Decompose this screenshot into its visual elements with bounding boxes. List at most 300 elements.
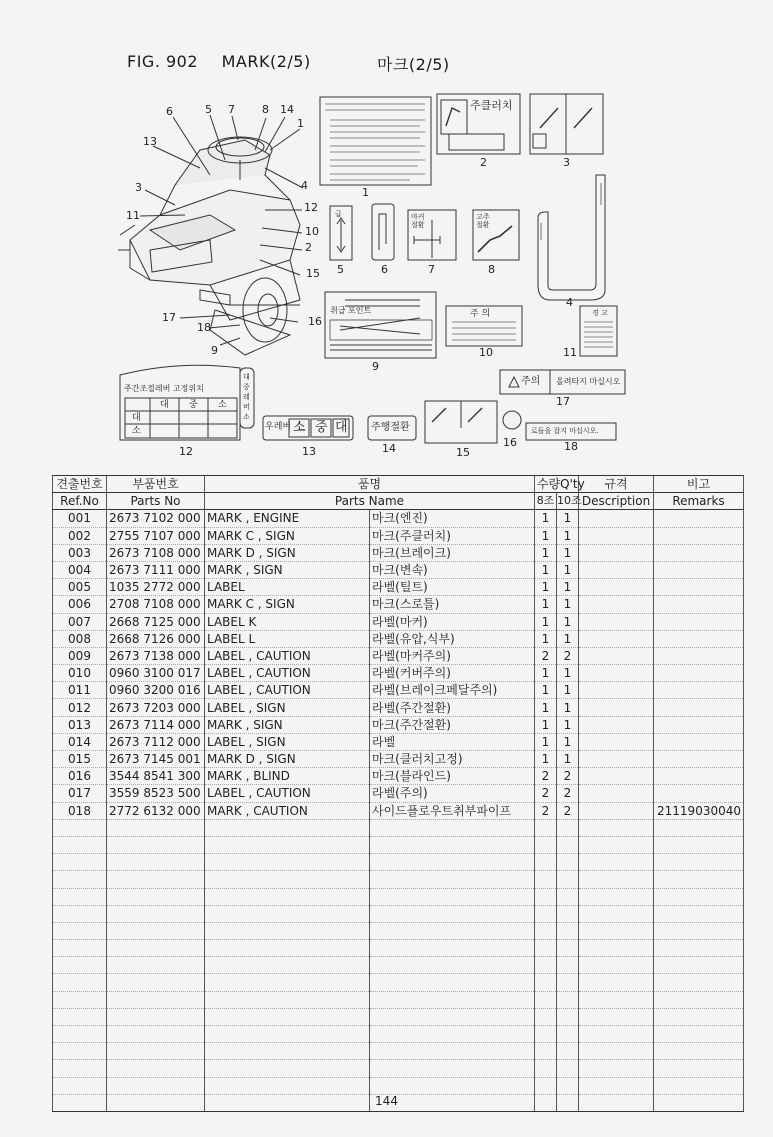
- cell-q10: 1: [557, 630, 579, 647]
- callout-machine-8: 8: [262, 103, 269, 116]
- header-ref-ko: 견출번호: [53, 476, 107, 493]
- cell-desc: [579, 751, 654, 768]
- cell-q10: 2: [557, 785, 579, 802]
- cell-q10: 2: [557, 647, 579, 664]
- callout-label-15: 15: [456, 446, 470, 459]
- cell-empty: [53, 991, 107, 1008]
- table-row-empty: [53, 991, 744, 1008]
- cell-name-en: MARK , BLIND: [205, 768, 370, 785]
- cell-name-ko: 라벨(주간절환): [370, 699, 535, 716]
- cell-empty: [370, 940, 535, 957]
- header-q10: 10조: [557, 493, 579, 510]
- cell-empty: [579, 940, 654, 957]
- cell-empty: [370, 1008, 535, 1025]
- cell-name-en: LABEL , SIGN: [205, 699, 370, 716]
- cell-empty: [535, 940, 557, 957]
- cell-ref: 013: [53, 716, 107, 733]
- callout-label-18: 18: [564, 440, 578, 453]
- cell-empty: [370, 974, 535, 991]
- label-13-large: 대: [335, 420, 348, 435]
- table-row: [53, 682, 744, 699]
- cell-part: 2755 7107 000: [107, 527, 205, 544]
- table-row-empty: [53, 1026, 744, 1043]
- cell-ref: 017: [53, 785, 107, 802]
- header-name-ko: 품명: [205, 476, 535, 493]
- cell-q8: 2: [535, 785, 557, 802]
- label-17-body: 올려타지 마십시오: [556, 377, 621, 386]
- cell-name-ko: 라벨(커버주의): [370, 665, 535, 682]
- cell-empty: [205, 854, 370, 871]
- cell-q8: 2: [535, 802, 557, 819]
- cell-empty: [535, 819, 557, 836]
- table-row-empty: [53, 888, 744, 905]
- header-desc-en: Description: [579, 493, 654, 510]
- cell-name-ko: 마크(블라인드): [370, 768, 535, 785]
- cell-ref: 018: [53, 802, 107, 819]
- cell-empty: [535, 888, 557, 905]
- header-q8: 8조: [535, 493, 557, 510]
- label-17-head: 주의: [521, 376, 541, 387]
- cell-empty: [579, 1043, 654, 1060]
- cell-empty: [107, 974, 205, 991]
- cell-empty: [579, 957, 654, 974]
- cell-empty: [205, 1026, 370, 1043]
- cell-desc: [579, 802, 654, 819]
- cell-q8: 1: [535, 733, 557, 750]
- callout-label-2: 2: [480, 156, 487, 169]
- cell-empty: [107, 1077, 205, 1094]
- cell-rem: [654, 785, 744, 802]
- cell-empty: [654, 974, 744, 991]
- cell-empty: [53, 836, 107, 853]
- cell-rem: [654, 630, 744, 647]
- cell-empty: [535, 1026, 557, 1043]
- cell-empty: [557, 836, 579, 853]
- cell-q8: 1: [535, 665, 557, 682]
- cell-empty: [654, 819, 744, 836]
- cell-ref: 012: [53, 699, 107, 716]
- cell-q10: 1: [557, 613, 579, 630]
- cell-q10: 1: [557, 665, 579, 682]
- cell-empty: [107, 991, 205, 1008]
- cell-name-en: MARK D , SIGN: [205, 544, 370, 561]
- cell-q10: 1: [557, 596, 579, 613]
- cell-desc: [579, 768, 654, 785]
- table-row-empty: [53, 957, 744, 974]
- table-row-empty: [53, 922, 744, 939]
- cell-part: 2673 7145 001: [107, 751, 205, 768]
- header-row-ko: [53, 476, 744, 493]
- callout-machine-2: 2: [305, 241, 312, 254]
- label-7-top: 마커 절환: [411, 213, 425, 229]
- cell-part: 3544 8541 300: [107, 768, 205, 785]
- header-part-ko: 부품번호: [107, 476, 205, 493]
- header-rem-ko: 비고: [654, 476, 744, 493]
- table-row-empty: [53, 1060, 744, 1077]
- cell-part: 2673 7114 000: [107, 716, 205, 733]
- cell-empty: [579, 836, 654, 853]
- callout-label-3: 3: [563, 156, 570, 169]
- cell-empty: [205, 1077, 370, 1094]
- table-row: [53, 751, 744, 768]
- cell-name-ko: 라벨(틸트): [370, 579, 535, 596]
- table-row: [53, 733, 744, 750]
- parts-table-body: [53, 510, 744, 1112]
- table-row: [53, 630, 744, 647]
- cell-empty: [205, 905, 370, 922]
- cell-empty: [535, 974, 557, 991]
- table-row: [53, 785, 744, 802]
- cell-ref: 007: [53, 613, 107, 630]
- table-row: [53, 510, 744, 527]
- cell-empty: [370, 905, 535, 922]
- cell-empty: [654, 871, 744, 888]
- cell-name-en: MARK , ENGINE: [205, 510, 370, 527]
- label-2-text: 주클러치: [470, 99, 513, 112]
- table-row: [53, 699, 744, 716]
- cell-part: 0960 3200 016: [107, 682, 205, 699]
- cell-ref: 002: [53, 527, 107, 544]
- cell-q8: 1: [535, 561, 557, 578]
- cell-empty: [107, 905, 205, 922]
- machine-illustration: [118, 115, 303, 355]
- cell-q8: 1: [535, 751, 557, 768]
- cell-empty: [579, 1026, 654, 1043]
- label-12-title: 주간조절레버 고정위치: [124, 384, 204, 393]
- cell-q8: 1: [535, 613, 557, 630]
- cell-desc: [579, 579, 654, 596]
- cell-part: 2708 7108 000: [107, 596, 205, 613]
- cell-ref: 003: [53, 544, 107, 561]
- cell-empty: [557, 991, 579, 1008]
- cell-desc: [579, 785, 654, 802]
- cell-empty: [370, 854, 535, 871]
- cell-empty: [205, 1008, 370, 1025]
- callout-machine-13: 13: [143, 135, 157, 148]
- cell-ref: 010: [53, 665, 107, 682]
- cell-ref: 008: [53, 630, 107, 647]
- callout-machine-14: 14: [280, 103, 294, 116]
- cell-rem: [654, 613, 744, 630]
- cell-name-ko: 라벨(유압,식부): [370, 630, 535, 647]
- cell-empty: [205, 1060, 370, 1077]
- label-10-head: 주 의: [470, 309, 491, 319]
- cell-name-ko: 라벨(마커): [370, 613, 535, 630]
- callout-label-14: 14: [382, 442, 396, 455]
- cell-empty: [53, 1077, 107, 1094]
- cell-empty: [205, 871, 370, 888]
- callout-machine-17: 17: [162, 311, 176, 324]
- table-row: [53, 802, 744, 819]
- cell-empty: [579, 1077, 654, 1094]
- parts-diagram: [0, 0, 773, 470]
- cell-rem: [654, 751, 744, 768]
- cell-empty: [654, 854, 744, 871]
- table-row-empty: [53, 974, 744, 991]
- cell-empty: [557, 1043, 579, 1060]
- label-12-side: 대 중 레 버 소: [243, 373, 250, 421]
- cell-empty: [579, 905, 654, 922]
- cell-empty: [53, 871, 107, 888]
- table-row-empty: [53, 836, 744, 853]
- cell-rem: [654, 561, 744, 578]
- cell-part: 0960 3100 017: [107, 665, 205, 682]
- cell-name-en: MARK C , SIGN: [205, 527, 370, 544]
- cell-empty: [53, 922, 107, 939]
- cell-name-ko: 마크(클러치고정): [370, 751, 535, 768]
- cell-name-en: LABEL , CAUTION: [205, 682, 370, 699]
- table-row: [53, 544, 744, 561]
- cell-desc: [579, 510, 654, 527]
- callout-label-10: 10: [479, 346, 493, 359]
- callout-machine-5: 5: [205, 103, 212, 116]
- cell-empty: [557, 1008, 579, 1025]
- callout-machine-15: 15: [306, 267, 320, 280]
- cell-rem: [654, 665, 744, 682]
- cell-empty: [557, 974, 579, 991]
- cell-ref: 015: [53, 751, 107, 768]
- cell-ref: 005: [53, 579, 107, 596]
- callout-label-9: 9: [372, 360, 379, 373]
- cell-empty: [557, 940, 579, 957]
- table-row-empty: [53, 819, 744, 836]
- cell-empty: [370, 819, 535, 836]
- callout-label-12: 12: [179, 445, 193, 458]
- cell-empty: [370, 1026, 535, 1043]
- label-5-top: 급: [335, 210, 342, 218]
- figure-number: FIG. 902: [127, 52, 199, 71]
- header-rem-en: Remarks: [654, 493, 744, 510]
- cell-q10: 2: [557, 802, 579, 819]
- cell-empty: [535, 922, 557, 939]
- cell-empty: [53, 1008, 107, 1025]
- cell-name-ko: 마크(주간절환): [370, 716, 535, 733]
- cell-empty: [205, 940, 370, 957]
- table-row-empty: [53, 854, 744, 871]
- cell-empty: [654, 991, 744, 1008]
- cell-rem: [654, 768, 744, 785]
- cell-part: 2673 7111 000: [107, 561, 205, 578]
- cell-desc: [579, 596, 654, 613]
- cell-empty: [579, 991, 654, 1008]
- cell-empty: [535, 871, 557, 888]
- cell-ref: 006: [53, 596, 107, 613]
- cell-rem: [654, 544, 744, 561]
- cell-empty: [370, 922, 535, 939]
- label-13-lever: 우레버: [265, 422, 292, 432]
- callout-machine-7: 7: [228, 103, 235, 116]
- callout-machine-11: 11: [126, 209, 140, 222]
- cell-name-en: MARK , SIGN: [205, 561, 370, 578]
- cell-empty: [579, 871, 654, 888]
- cell-empty: [205, 922, 370, 939]
- cell-name-ko: 라벨(마커주의): [370, 647, 535, 664]
- cell-empty: [107, 836, 205, 853]
- cell-empty: [654, 1043, 744, 1060]
- label-12-cell: 대: [132, 413, 141, 423]
- cell-empty: [107, 1060, 205, 1077]
- cell-name-en: MARK D , SIGN: [205, 751, 370, 768]
- cell-empty: [370, 871, 535, 888]
- table-row: [53, 579, 744, 596]
- table-row: [53, 665, 744, 682]
- cell-name-en: LABEL L: [205, 630, 370, 647]
- cell-ref: 014: [53, 733, 107, 750]
- cell-desc: [579, 527, 654, 544]
- cell-rem: [654, 682, 744, 699]
- cell-name-en: MARK , CAUTION: [205, 802, 370, 819]
- cell-empty: [535, 1060, 557, 1077]
- parts-table: [52, 475, 744, 1112]
- cell-empty: [654, 1026, 744, 1043]
- cell-empty: [53, 940, 107, 957]
- cell-empty: [205, 836, 370, 853]
- cell-empty: [370, 1043, 535, 1060]
- cell-empty: [107, 922, 205, 939]
- callout-machine-12: 12: [304, 201, 318, 214]
- cell-empty: [370, 1077, 535, 1094]
- figure-title-ko: 마크(2/5): [377, 55, 450, 74]
- cell-rem: [654, 579, 744, 596]
- callout-label-11: 11: [563, 346, 577, 359]
- cell-empty: [535, 991, 557, 1008]
- cell-rem: [654, 596, 744, 613]
- callout-machine-16: 16: [308, 315, 322, 328]
- cell-empty: [557, 854, 579, 871]
- cell-empty: [107, 1008, 205, 1025]
- cell-desc: [579, 699, 654, 716]
- cell-empty: [107, 940, 205, 957]
- cell-empty: [370, 1060, 535, 1077]
- cell-ref: 011: [53, 682, 107, 699]
- cell-name-ko: 라벨: [370, 733, 535, 750]
- cell-empty: [107, 1043, 205, 1060]
- cell-q10: 1: [557, 716, 579, 733]
- cell-ref: 001: [53, 510, 107, 527]
- cell-rem: [654, 527, 744, 544]
- cell-name-ko: 라벨(브레이크페달주의): [370, 682, 535, 699]
- table-row: [53, 716, 744, 733]
- cell-name-ko: 마크(변속): [370, 561, 535, 578]
- cell-q10: 2: [557, 768, 579, 785]
- cell-name-ko: 마크(스로틀): [370, 596, 535, 613]
- label-8-top: 고주 절환: [476, 213, 490, 229]
- cell-empty: [53, 819, 107, 836]
- cell-empty: [557, 957, 579, 974]
- cell-empty: [53, 888, 107, 905]
- cell-name-ko: 사이드플로우트취부파이프: [370, 802, 535, 819]
- table-row-empty: [53, 905, 744, 922]
- label-14-text: 주행절환: [371, 422, 410, 433]
- header-row-en: [53, 493, 744, 510]
- cell-ref: 004: [53, 561, 107, 578]
- cell-desc: [579, 647, 654, 664]
- cell-empty: [654, 940, 744, 957]
- cell-empty: [107, 1026, 205, 1043]
- cell-empty: [370, 991, 535, 1008]
- cell-desc: [579, 682, 654, 699]
- cell-name-ko: 라벨(주의): [370, 785, 535, 802]
- callout-label-16: 16: [503, 436, 517, 449]
- cell-empty: [654, 922, 744, 939]
- table-row-empty: [53, 1043, 744, 1060]
- cell-empty: [205, 991, 370, 1008]
- cell-name-en: LABEL , CAUTION: [205, 665, 370, 682]
- cell-part: 2668 7126 000: [107, 630, 205, 647]
- cell-empty: [557, 871, 579, 888]
- cell-empty: [535, 836, 557, 853]
- callout-machine-18: 18: [197, 321, 211, 334]
- cell-q8: 1: [535, 682, 557, 699]
- cell-empty: [535, 854, 557, 871]
- callout-label-17: 17: [556, 395, 570, 408]
- cell-part: 2673 7108 000: [107, 544, 205, 561]
- cell-empty: [205, 1043, 370, 1060]
- cell-part: 3559 8523 500: [107, 785, 205, 802]
- callout-label-6: 6: [381, 263, 388, 276]
- cell-q10: 1: [557, 699, 579, 716]
- cell-empty: [53, 1043, 107, 1060]
- cell-empty: [205, 974, 370, 991]
- table-row: [53, 527, 744, 544]
- cell-empty: [579, 854, 654, 871]
- callout-machine-10: 10: [305, 225, 319, 238]
- cell-q8: 2: [535, 768, 557, 785]
- label-12-cell: 대: [160, 400, 169, 410]
- cell-empty: [654, 905, 744, 922]
- label-18-text: 로들을 잡지 마십시오.: [531, 427, 599, 435]
- cell-q8: 1: [535, 510, 557, 527]
- cell-q8: 1: [535, 596, 557, 613]
- table-row: [53, 768, 744, 785]
- callout-machine-3: 3: [135, 181, 142, 194]
- cell-q8: 1: [535, 699, 557, 716]
- table-row: [53, 647, 744, 664]
- cell-name-ko: 마크(브레이크): [370, 544, 535, 561]
- callout-label-8: 8: [488, 263, 495, 276]
- cell-empty: [654, 1077, 744, 1094]
- header-ref-en: Ref.No: [53, 493, 107, 510]
- cell-name-en: LABEL , CAUTION: [205, 785, 370, 802]
- cell-empty: [205, 957, 370, 974]
- cell-q10: 1: [557, 682, 579, 699]
- cell-empty: [53, 957, 107, 974]
- cell-empty: [654, 1060, 744, 1077]
- cell-desc: [579, 630, 654, 647]
- header-name-en: Parts Name: [205, 493, 535, 510]
- cell-part: 2673 7112 000: [107, 733, 205, 750]
- cell-rem: [654, 647, 744, 664]
- cell-part: 1035 2772 000: [107, 579, 205, 596]
- cell-q10: 1: [557, 733, 579, 750]
- cell-name-ko: 마크(엔진): [370, 510, 535, 527]
- cell-desc: [579, 665, 654, 682]
- label-13-small: 소: [293, 420, 306, 435]
- cell-empty: [535, 1008, 557, 1025]
- cell-name-en: LABEL , CAUTION: [205, 647, 370, 664]
- cell-ref: 009: [53, 647, 107, 664]
- cell-q10: 1: [557, 544, 579, 561]
- cell-empty: [370, 888, 535, 905]
- cell-part: 2673 7102 000: [107, 510, 205, 527]
- cell-empty: [654, 957, 744, 974]
- cell-q8: 1: [535, 716, 557, 733]
- header-qty-ko: 수량Q'ty: [535, 476, 579, 493]
- cell-part: 2668 7125 000: [107, 613, 205, 630]
- cell-q10: 1: [557, 751, 579, 768]
- cell-empty: [53, 854, 107, 871]
- cell-empty: [557, 922, 579, 939]
